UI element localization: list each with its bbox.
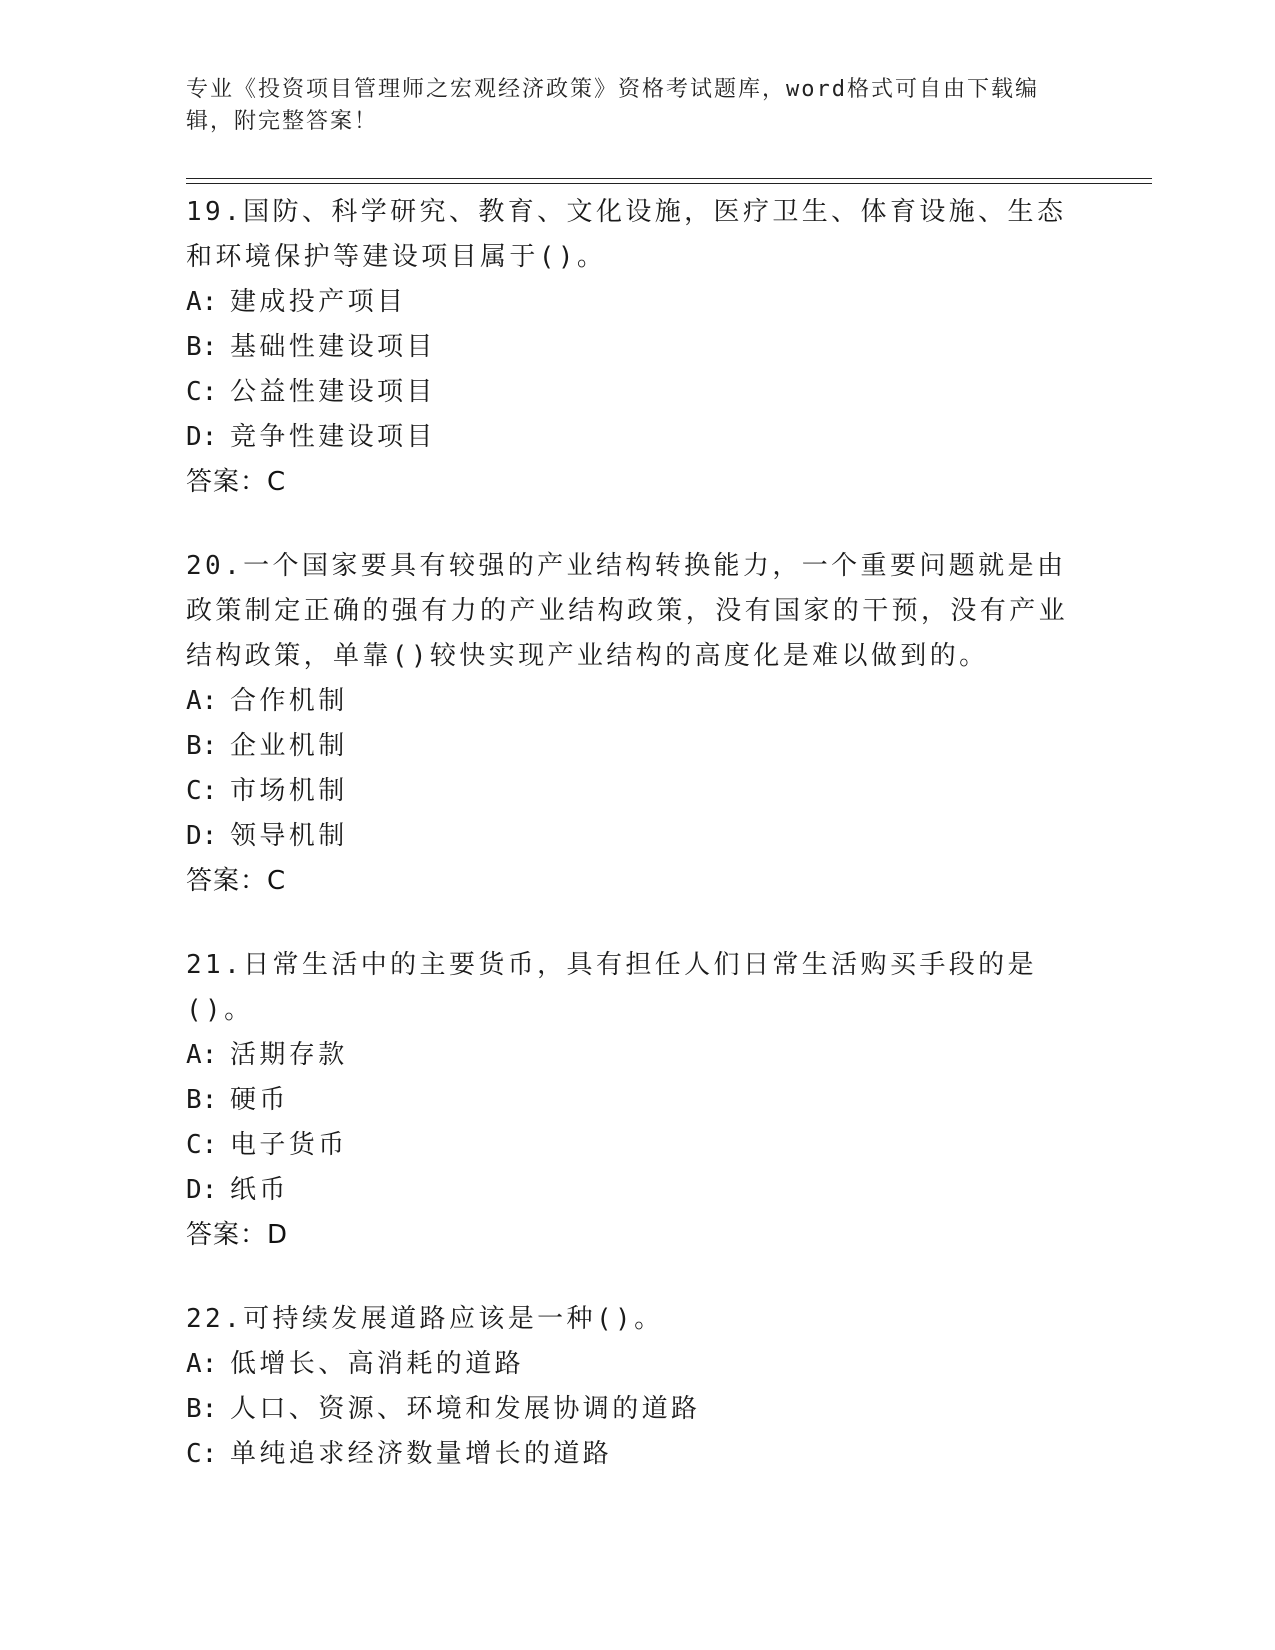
option-c xyxy=(186,1123,1086,1168)
option-key: D: xyxy=(186,1175,218,1205)
option-text: 领导机制 xyxy=(230,821,348,851)
document-header: 专业《投资项目管理师之宏观经济政策》资格考试题库，word格式可自由下载编辑，附完整答案！ xyxy=(186,77,1039,134)
option-a xyxy=(186,280,1086,325)
option-key: C: xyxy=(186,377,218,407)
option-key: B: xyxy=(186,1394,218,1424)
option-a xyxy=(186,1033,1086,1078)
option-key: B: xyxy=(186,332,218,362)
option-key: A: xyxy=(186,287,218,317)
option-text: 纸币 xyxy=(230,1175,289,1205)
option-text: 市场机制 xyxy=(230,776,348,806)
option-c xyxy=(186,370,1086,415)
option-d xyxy=(186,415,1086,460)
question-item xyxy=(186,1297,1086,1477)
option-text: 活期存款 xyxy=(230,1040,348,1070)
question-stem: 20.一个国家要具有较强的产业结构转换能力，一个重要问题就是由政策制定正确的强有力的产业结构政策，没有国家的干预，没有产业结构政策，单靠()较快实现产业结构的高度化是难以做到的。 xyxy=(186,551,1069,671)
header-divider-bottom xyxy=(186,183,1152,184)
answer-line: 答案：C xyxy=(186,467,287,497)
question-list xyxy=(186,190,1086,1516)
question-item xyxy=(186,544,1086,904)
option-text: 硬币 xyxy=(230,1085,289,1115)
option-b xyxy=(186,724,1086,769)
option-key: D: xyxy=(186,821,218,851)
option-key: C: xyxy=(186,1130,218,1160)
option-key: D: xyxy=(186,422,218,452)
option-text: 单纯追求经济数量增长的道路 xyxy=(230,1439,613,1469)
option-text: 基础性建设项目 xyxy=(230,332,436,362)
option-key: A: xyxy=(186,1040,218,1070)
question-item xyxy=(186,943,1086,1258)
option-text: 合作机制 xyxy=(230,686,348,716)
option-text: 公益性建设项目 xyxy=(230,377,436,407)
option-text: 电子货币 xyxy=(230,1130,348,1160)
question-item xyxy=(186,190,1086,505)
option-a xyxy=(186,1342,1086,1387)
option-key: C: xyxy=(186,1439,218,1469)
option-a xyxy=(186,679,1086,724)
option-text: 人口、资源、环境和发展协调的道路 xyxy=(230,1394,701,1424)
option-key: B: xyxy=(186,731,218,761)
option-d xyxy=(186,814,1086,859)
option-b xyxy=(186,325,1086,370)
option-text: 低增长、高消耗的道路 xyxy=(230,1349,525,1379)
option-key: B: xyxy=(186,1085,218,1115)
option-key: C: xyxy=(186,776,218,806)
option-text: 竞争性建设项目 xyxy=(230,422,436,452)
option-text: 建成投产项目 xyxy=(230,287,407,317)
option-key: A: xyxy=(186,1349,218,1379)
option-d xyxy=(186,1168,1086,1213)
option-c xyxy=(186,769,1086,814)
option-b xyxy=(186,1387,1086,1432)
option-text: 企业机制 xyxy=(230,731,348,761)
answer-line: 答案：D xyxy=(186,1220,289,1250)
answer-line: 答案：C xyxy=(186,866,287,896)
option-key: A: xyxy=(186,686,218,716)
question-stem: 22.可持续发展道路应该是一种()。 xyxy=(186,1304,664,1334)
question-stem: 21.日常生活中的主要货币，具有担任人们日常生活购买手段的是()。 xyxy=(186,950,1037,1025)
option-b xyxy=(186,1078,1086,1123)
question-stem: 19.国防、科学研究、教育、文化设施，医疗卫生、体育设施、生态和环境保护等建设项目属于()。 xyxy=(186,197,1067,272)
option-c xyxy=(186,1432,1086,1477)
header-divider-top xyxy=(186,178,1152,179)
